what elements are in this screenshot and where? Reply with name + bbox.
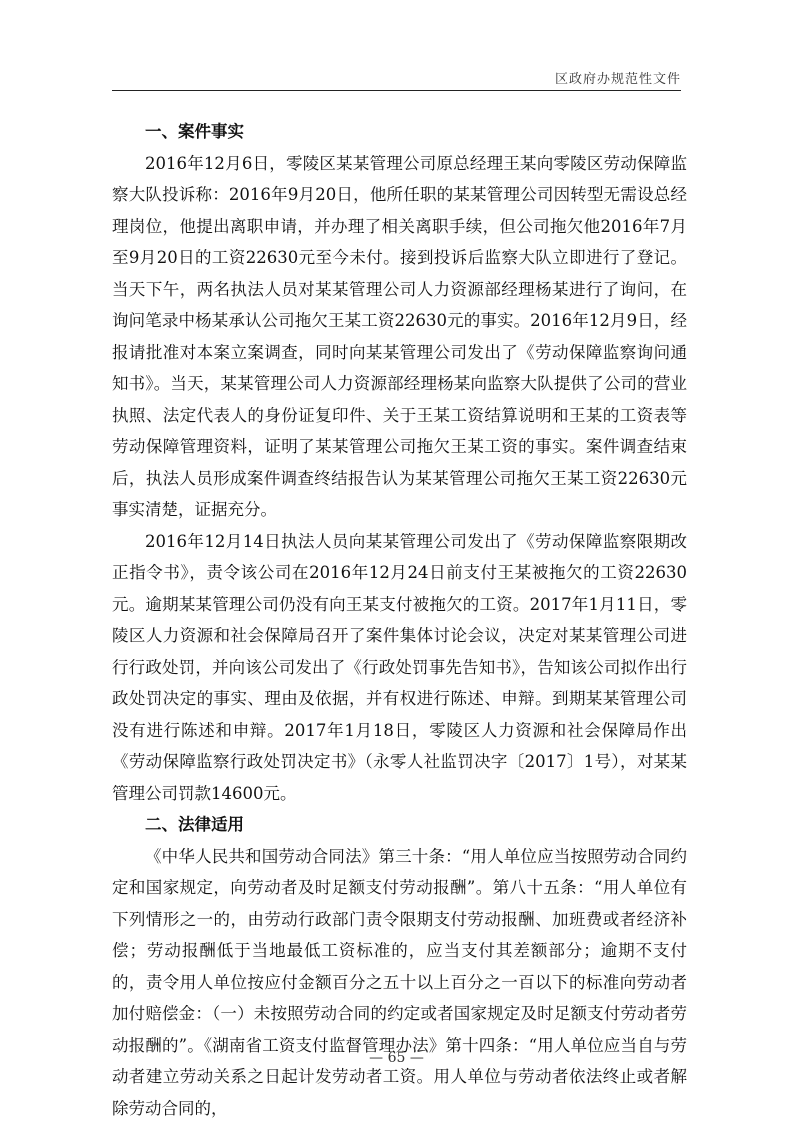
- section-heading-facts: 一、案件事实: [112, 116, 687, 148]
- law-paragraph-1: 《中华人民共和国劳动合同法》第三十条：“用人单位应当按照劳动合同约定和国家规定，向劳动者及时足额支付劳动报酬”。第八十五条：“用人单位有下列情形之一的，由劳动行政部门责令限期支付劳动报酬、加班费或者经济补偿；劳动报酬低于当地最低工资标准的，应当支付其差额部分；逾期不支付的，责令用人单位按应付金额百分之五十以上百分之一百以下的标准向劳动者加付赔偿金：（一）未按照劳动合同的约定或者国家规定及时足额支付劳动者劳动报酬的”。《湖南省工资支付监督管理办法》第十四条：“用人单位应当自与劳动者建立劳动关系之日起计发劳动者工资。用人单位与劳动者依法终止或者解除劳动合同的，: [112, 841, 687, 1124]
- document-body: [112, 116, 687, 1124]
- section-heading-law: 二、法律适用: [112, 809, 687, 841]
- facts-paragraph-1: 2016年12月6日，零陵区某某管理公司原总经理王某向零陵区劳动保障监察大队投诉称：2016年9月20日，他所任职的某某管理公司因转型无需设总经理岗位，他提出离职申请，并办理了相关离职手续，但公司拖欠他2016年7月至9月20日的工资22630元至今未付。接到投诉后监察大队立即进行了登记。当天下午，两名执法人员对某某管理公司人力资源部经理杨某进行了询问，在询问笔录中杨某承认公司拖欠王某工资22630元的事实。2016年12月9日，经报请批准对本案立案调查，同时向某某管理公司发出了《劳动保障监察询问通知书》。当天，某某管理公司人力资源部经理杨某向监察大队提供了公司的营业执照、法定代表人的身份证复印件、关于王某工资结算说明和王某的工资表等劳动保障管理资料，证明了某某管理公司拖欠王某工资的事实。案件调查结束后，执法人员形成案件调查终结报告认为某某管理公司拖欠王某工资22630元事实清楚，证据充分。: [112, 148, 687, 526]
- facts-paragraph-2: 2016年12月14日执法人员向某某管理公司发出了《劳动保障监察限期改正指令书》，责令该公司在2016年12月24日前支付王某被拖欠的工资22630元。逾期某某管理公司仍没有向王某支付被拖欠的工资。2017年1月11日，零陵区人力资源和社会保障局召开了案件集体讨论会议，决定对某某管理公司进行行政处罚，并向该公司发出了《行政处罚事先告知书》，告知该公司拟作出行政处罚决定的事实、理由及依据，并有权进行陈述、申辩。到期某某管理公司没有进行陈述和申辩。2017年1月18日，零陵区人力资源和社会保障局作出《劳动保障监察行政处罚决定书》（永零人社监罚决字〔2017〕1号），对某某管理公司罚款14600元。: [112, 526, 687, 810]
- page-number: — 65 —: [0, 1050, 793, 1066]
- header-title: 区政府办规范性文件: [555, 68, 681, 87]
- page-header: [112, 66, 681, 91]
